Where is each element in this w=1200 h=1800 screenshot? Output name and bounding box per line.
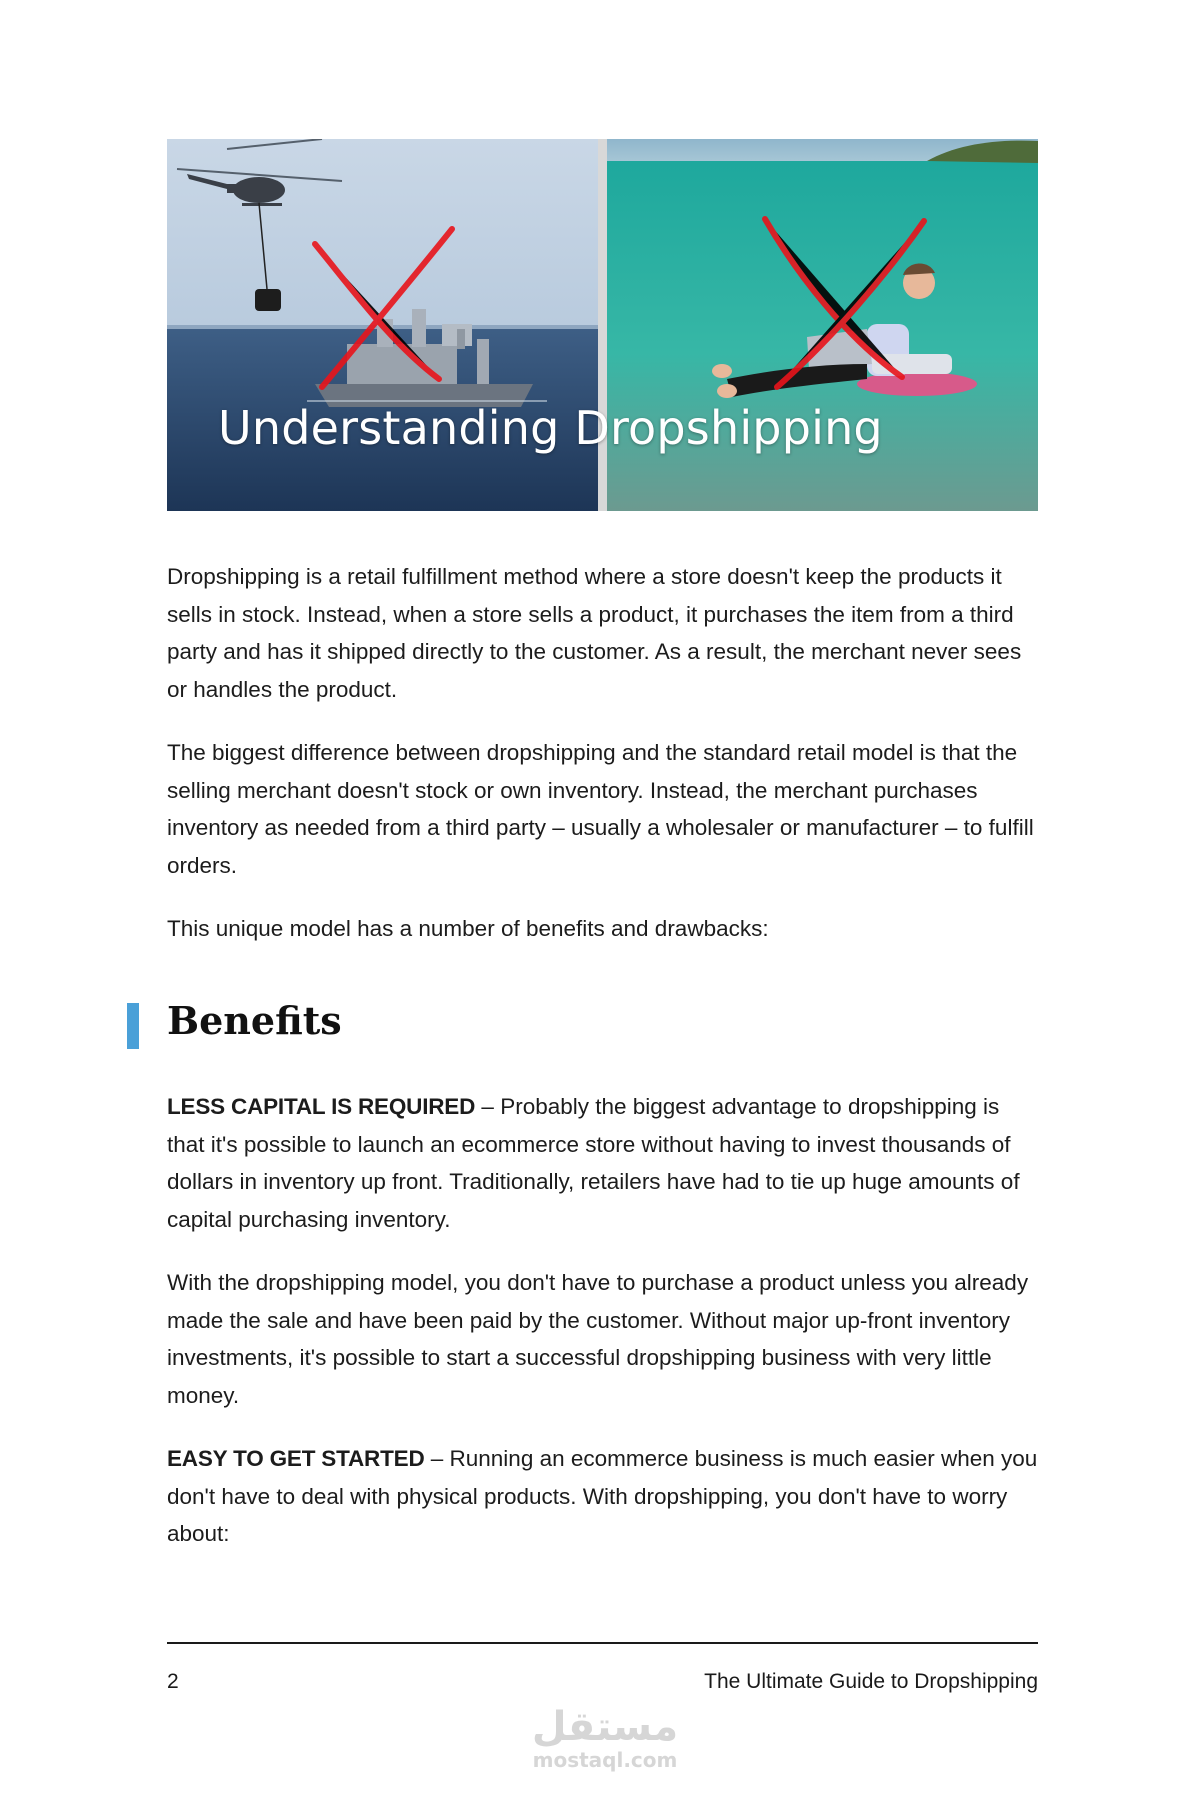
right-photo-panel xyxy=(607,139,1038,511)
running-title: The Ultimate Guide to Dropshipping xyxy=(704,1670,1038,1693)
intro-paragraph-3 xyxy=(167,910,1042,948)
page-title: Understanding Dropshipping xyxy=(218,401,883,455)
paragraph xyxy=(167,1088,1042,1238)
benefit-item-continuation xyxy=(167,1264,1042,1414)
watermark-url: mostaql.com xyxy=(532,1748,678,1772)
benefit-lead: LESS CAPITAL IS REQUIRED xyxy=(167,1094,476,1119)
hero-illustration xyxy=(167,139,1038,511)
watermark-logo: مستقل xyxy=(531,1704,679,1750)
watermark xyxy=(530,1705,680,1771)
paragraph xyxy=(167,1440,1042,1553)
page-number: 2 xyxy=(167,1670,179,1693)
section-accent-bar xyxy=(127,1003,139,1049)
paragraph: This unique model has a number of benefits and drawbacks: xyxy=(167,916,769,941)
paragraph: Dropshipping is a retail fulfillment method where a store doesn't keep the products it sells in stock. Instead, when a store sells a product, it purchases the item from a third party and has it shipped directly to the customer. As a result, the merchant never sees or handles the product. xyxy=(167,564,1022,702)
footer-divider xyxy=(167,1642,1038,1644)
benefit-item-easy-start xyxy=(167,1440,1042,1553)
benefit-item-less-capital xyxy=(167,1088,1042,1238)
intro-paragraph-2 xyxy=(167,734,1042,884)
hero-image xyxy=(167,139,1038,511)
intro-paragraph-1 xyxy=(167,558,1042,708)
left-photo-panel xyxy=(167,139,598,511)
benefit-lead: EASY TO GET STARTED xyxy=(167,1446,425,1471)
section-heading-benefits: Benefits xyxy=(167,998,342,1043)
benefit-text: – Probably the biggest advantage to dropshipping is that it's possible to launch an ecommerce store without having to invest thousands of dollars in inventory up front. Traditionally, retailers have had to tie up huge amounts of capital purchasing inventory. xyxy=(167,1094,1020,1232)
benefit-text: – Running an ecommerce business is much easier when you don't have to deal with physical products. With dropshipping, you don't have to worry about: xyxy=(167,1446,1038,1546)
paragraph: With the dropshipping model, you don't have to purchase a product unless you already made the sale and have been paid by the customer. Without major up-front inventory investments, it's possible to start a successful dropshipping business with very little money. xyxy=(167,1270,1029,1408)
paragraph: The biggest difference between dropshipping and the standard retail model is that the selling merchant doesn't stock or own inventory. Instead, the merchant purchases inventory as needed from a third party – usually a wholesaler or manufacturer – to fulfill orders. xyxy=(167,740,1034,878)
